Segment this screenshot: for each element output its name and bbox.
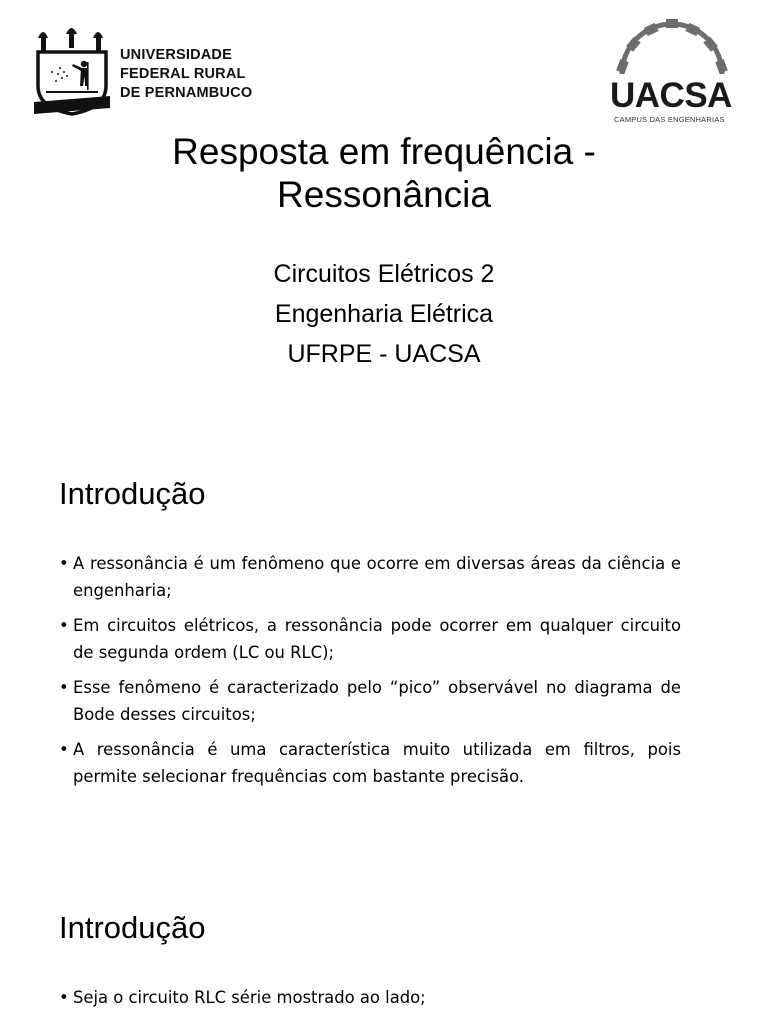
title-line-1: Resposta em frequência - — [172, 131, 596, 172]
presentation-title — [60, 130, 708, 216]
bullet-list — [59, 984, 445, 1019]
ufrpe-name-line-3: DE PERNAMBUCO — [120, 85, 253, 101]
uacsa-logo-subtitle: CAMPUS DAS ENGENHARIAS — [614, 115, 725, 124]
slide-heading: Introdução — [59, 910, 206, 945]
ufrpe-logo — [32, 24, 257, 124]
bullet-item: • Esse fenômeno é caracterizado pelo “pico” observável no diagrama de Bode desses circuitos; — [59, 674, 681, 728]
title-slide — [0, 0, 768, 432]
bullet-item: • Seja o circuito RLC série mostrado ao lado; — [59, 984, 445, 1011]
ufrpe-name — [120, 46, 252, 103]
ufrpe-crest-icon — [32, 24, 112, 124]
title-line-2: Ressonância — [277, 174, 491, 215]
bullet-item: • Em circuitos elétricos, a ressonância pode ocorrer em qualquer circuito de segunda ordem (LC ou RLC); — [59, 612, 681, 666]
subtitle-course: Circuitos Elétricos 2 — [273, 260, 495, 288]
bullet-item: • A ressonância é uma característica muito utilizada em filtros, pois permite selecionar frequências com bastante precisão. — [59, 736, 681, 790]
intro-slide — [0, 446, 768, 846]
ufrpe-name-line-1: UNIVERSIDADE — [120, 47, 232, 63]
presentation-subtitle — [60, 254, 708, 374]
uacsa-logo — [606, 18, 736, 128]
bullet-list — [59, 550, 681, 798]
intro-slide-continued — [0, 880, 768, 1024]
subtitle-program: Engenharia Elétrica — [274, 300, 494, 328]
gear-icon — [612, 18, 732, 80]
slide-heading: Introdução — [59, 476, 206, 511]
subtitle-institution: UFRPE - UACSA — [287, 340, 481, 368]
ufrpe-name-line-2: FEDERAL RURAL — [120, 66, 246, 82]
bullet-item: • A ressonância é um fenômeno que ocorre em diversas áreas da ciência e engenharia; — [59, 550, 681, 604]
uacsa-logo-word: UACSA — [610, 76, 732, 115]
